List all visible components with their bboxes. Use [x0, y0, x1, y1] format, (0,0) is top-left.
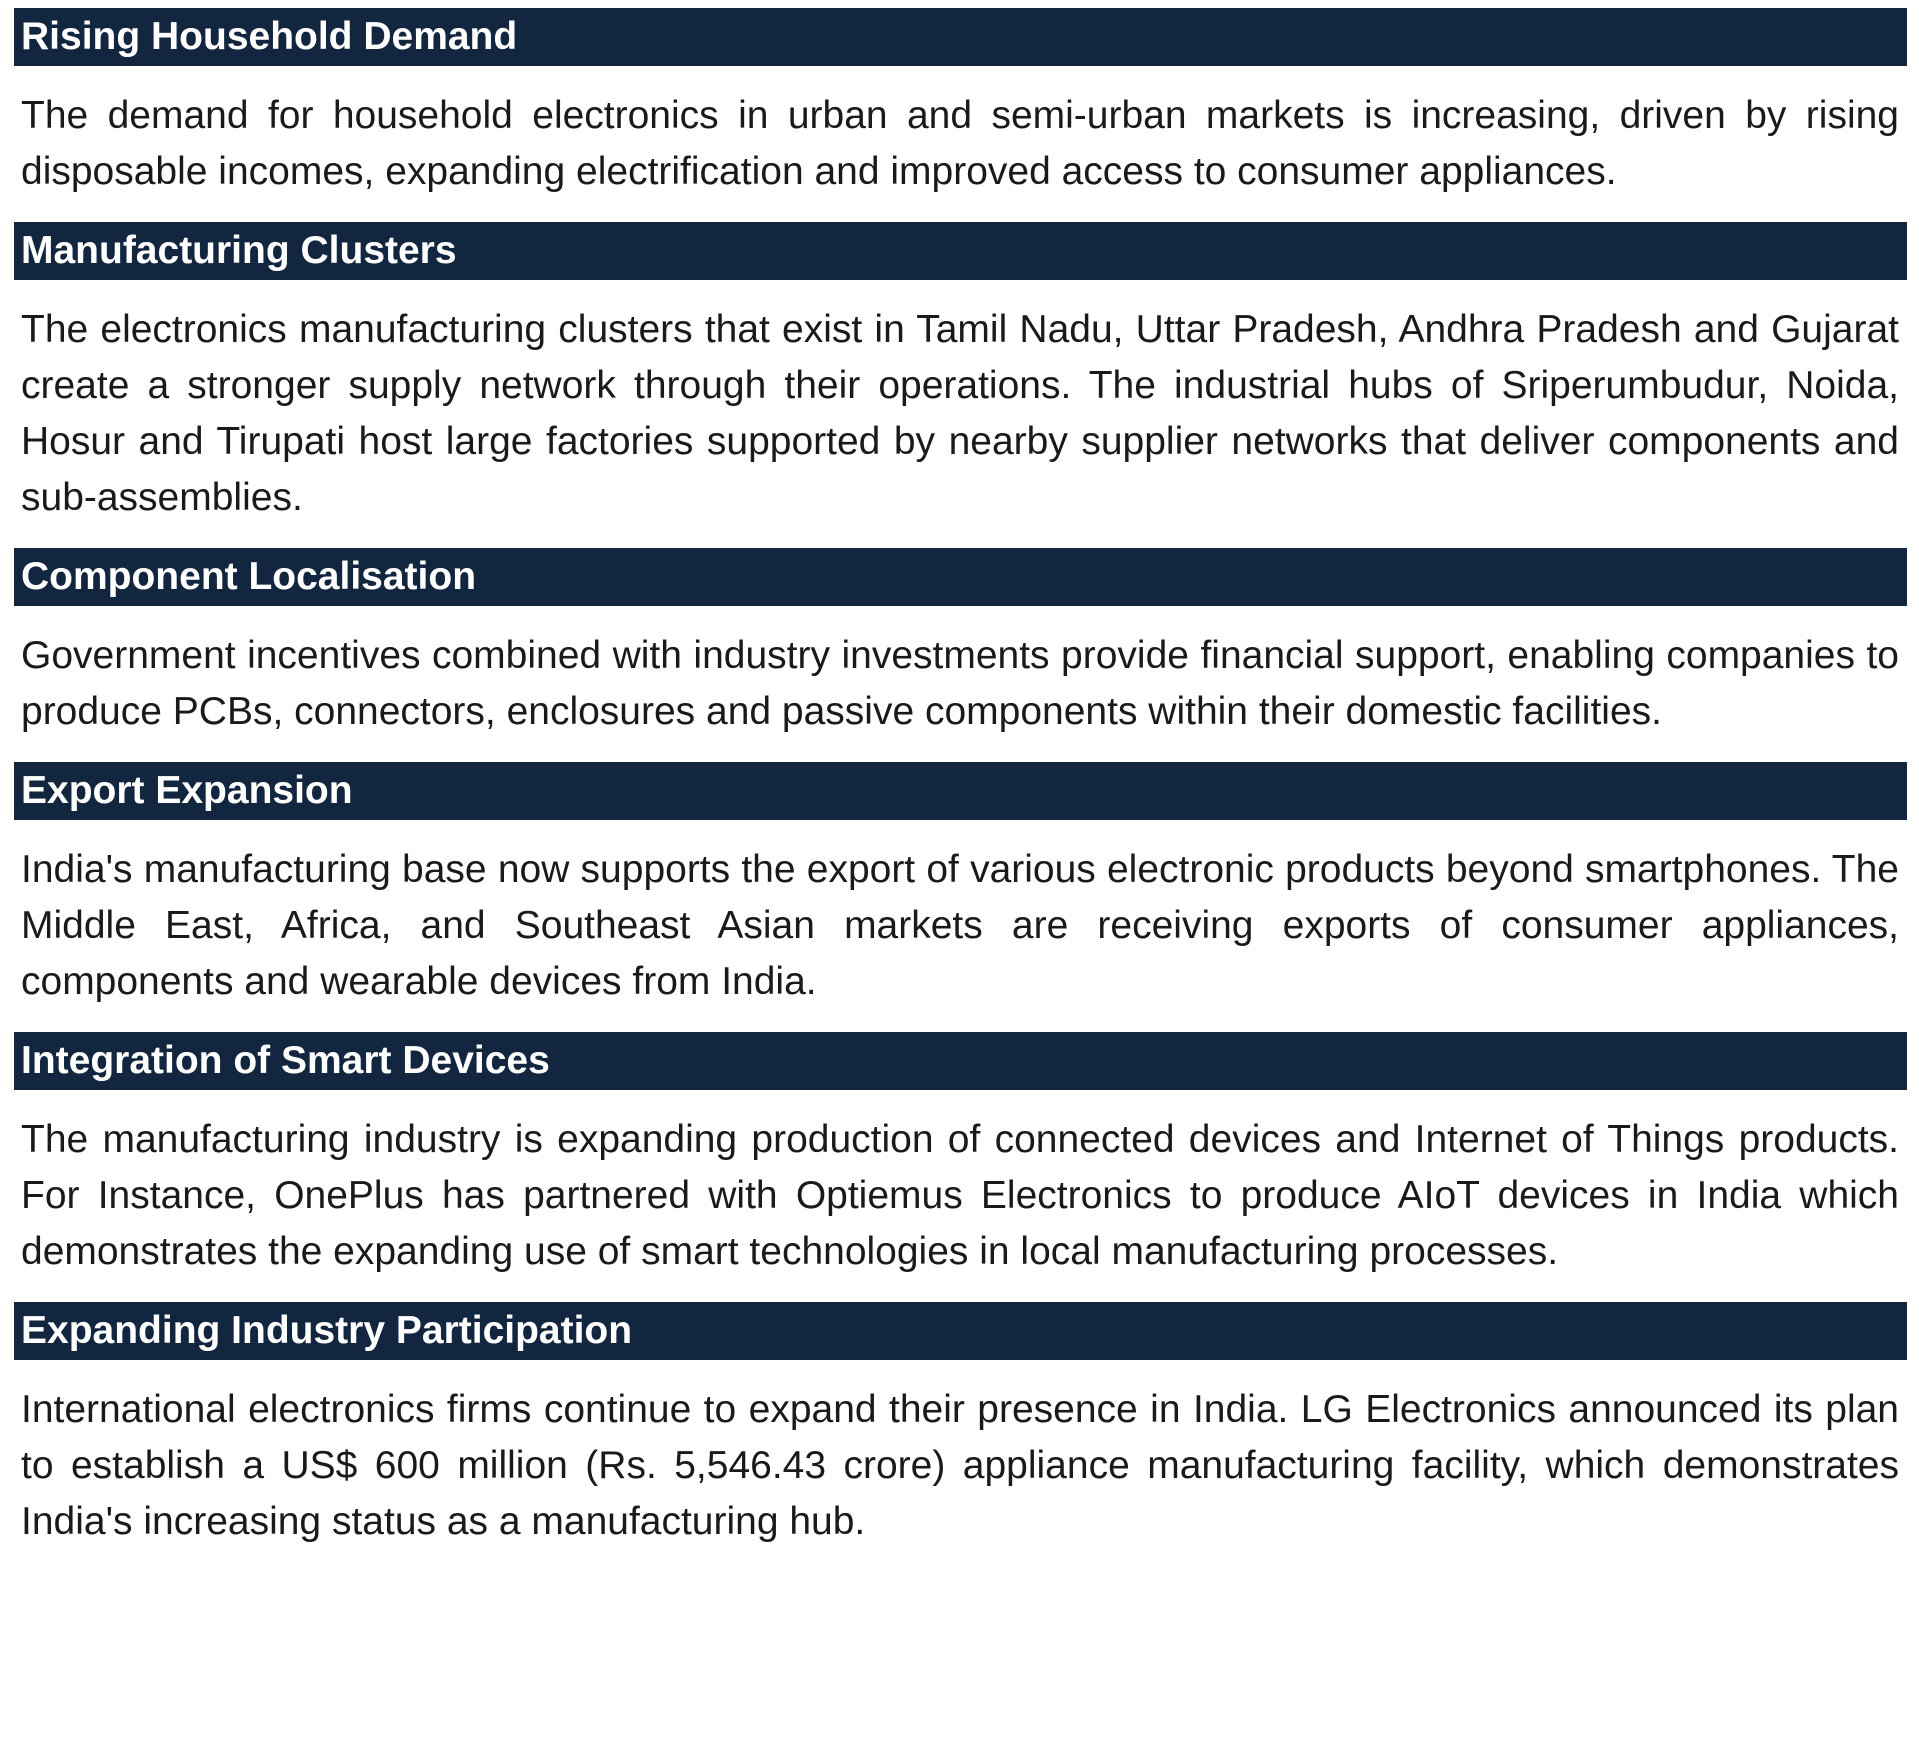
section-manufacturing-clusters	[14, 222, 1907, 526]
section-paragraph: The manufacturing industry is expanding production of connected devices and Internet of Things products. For Instance, OnePlus has partnered with Optiemus Electronics to produce AIoT devices in India which demonstrates the expanding use of smart technologies in local manufacturing processes.	[21, 1118, 1899, 1273]
section-expanding-industry-participation	[14, 1302, 1907, 1550]
section-heading: Integration of Smart Devices	[14, 1032, 1907, 1090]
section-heading: Component Localisation	[14, 548, 1907, 606]
section-heading: Rising Household Demand	[14, 8, 1907, 66]
section-rising-household-demand	[14, 8, 1907, 200]
section-component-localisation	[14, 548, 1907, 740]
section-paragraph: Government incentives combined with industry investments provide financial support, enabling companies to produce PCBs, connectors, enclosures and passive components within their domestic facilities.	[21, 634, 1899, 733]
section-paragraph: The demand for household electronics in urban and semi-urban markets is increasing, driven by rising disposable incomes, expanding electrification and improved access to consumer appliances.	[21, 94, 1899, 193]
section-paragraph: International electronics firms continue to expand their presence in India. LG Electronics announced its plan to establish a US$ 600 million (Rs. 5,546.43 crore) appliance manufacturing facility, which demonstrates India's increasing status as a manufacturing hub.	[21, 1388, 1899, 1543]
section-heading: Manufacturing Clusters	[14, 222, 1907, 280]
section-heading: Expanding Industry Participation	[14, 1302, 1907, 1360]
section-paragraph: India's manufacturing base now supports the export of various electronic products beyond smartphones. The Middle East, Africa, and Southeast Asian markets are receiving exports of consumer appliances, components and wearable devices from India.	[21, 848, 1899, 1003]
section-paragraph: The electronics manufacturing clusters that exist in Tamil Nadu, Uttar Pradesh, Andhra Pradesh and Gujarat create a stronger supply network through their operations. The industrial hubs of Sriperumbudur, Noida, Hosur and Tirupati host large factories supported by nearby supplier networks that deliver components and sub-assemblies.	[21, 308, 1899, 519]
section-heading: Export Expansion	[14, 762, 1907, 820]
section-integration-of-smart-devices	[14, 1032, 1907, 1280]
document	[14, 8, 1907, 1572]
section-export-expansion	[14, 762, 1907, 1010]
